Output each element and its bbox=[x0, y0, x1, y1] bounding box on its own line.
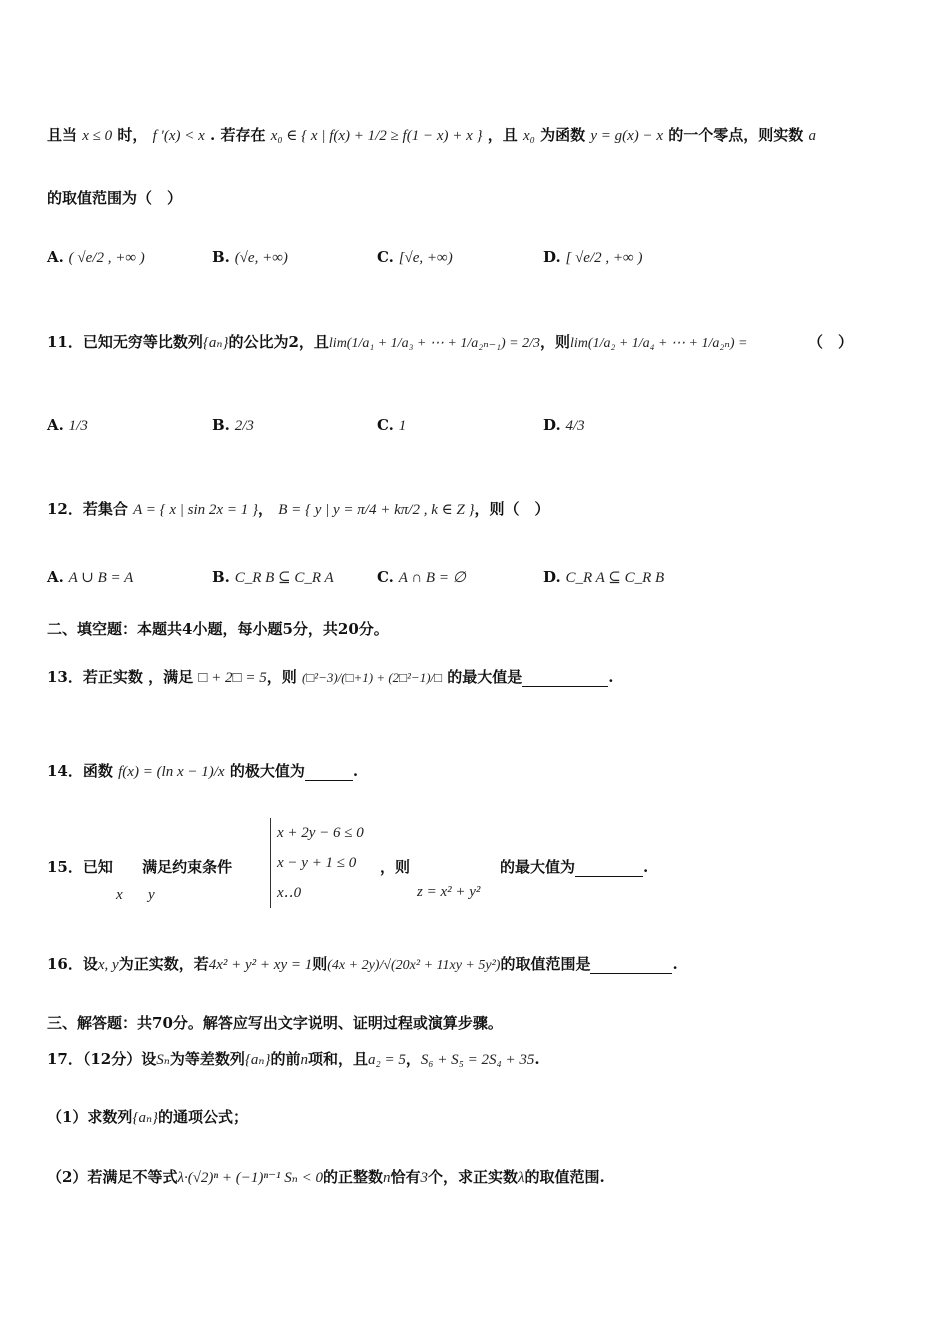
option-expression: C_R A ⊆ C_R B bbox=[565, 570, 665, 586]
q16-expression: (4x + 2y)/√(20x² + 11xy + 5y²) bbox=[327, 958, 501, 973]
q12-separator: ， bbox=[257, 500, 273, 518]
section-solution-title: 三、解答题：共70分。解答应写出文字说明、证明过程或演算步骤。 bbox=[47, 1014, 503, 1032]
q17-part2-text-c: 恰有 bbox=[390, 1168, 421, 1186]
q17-text-b: 为等差数列 bbox=[169, 1050, 245, 1068]
q13-end: . bbox=[608, 668, 614, 686]
q14-text-a: 函数 bbox=[82, 762, 113, 780]
q12-option-b bbox=[212, 568, 334, 587]
option-label: C. bbox=[377, 248, 394, 266]
q17-sn: Sₙ bbox=[156, 1052, 170, 1068]
q12-stem bbox=[47, 500, 550, 519]
q15-stem bbox=[47, 858, 232, 876]
option-label: D. bbox=[543, 248, 561, 266]
q11-text-b: 的公比为2，且 bbox=[228, 333, 329, 351]
q15-constraint-1: x + 2y − 6 ≤ 0 bbox=[277, 825, 364, 841]
q17-score: （12分） bbox=[82, 1050, 142, 1068]
option-label: D. bbox=[543, 568, 561, 586]
q14-text-b: 的极大值为 bbox=[229, 762, 305, 780]
q17-end: . bbox=[534, 1050, 540, 1068]
q10-set-expression: x₀ ∈ { x | f(x) + 1/2 ≥ f(1 − x) + x } bbox=[270, 128, 483, 144]
option-expression: ( √e/2 , +∞ ) bbox=[68, 250, 145, 266]
q11-option-a bbox=[47, 416, 88, 435]
question-number: 13． bbox=[47, 668, 83, 686]
q15-text-b: 满足约束条件 bbox=[142, 858, 233, 876]
q15-var-y: y bbox=[148, 887, 155, 903]
q17-part2-n: n bbox=[383, 1170, 391, 1186]
question-number: 11． bbox=[47, 333, 83, 351]
q16-condition: 4x² + y² + xy = 1 bbox=[208, 957, 313, 973]
q15-text-c: ，则 bbox=[380, 858, 411, 876]
q10-text-b: 时， bbox=[117, 126, 148, 144]
q17-part1-text-a: （1）求数列 bbox=[47, 1108, 133, 1126]
q12-text-a: 若集合 bbox=[82, 500, 128, 518]
q10-var-a: a bbox=[808, 128, 817, 144]
q13-text-b: ，满足 bbox=[148, 668, 194, 686]
option-label: A. bbox=[47, 416, 64, 434]
q10-cond1: x ≤ 0 bbox=[82, 128, 113, 144]
q16-text-a: 设 bbox=[82, 955, 98, 973]
option-expression: 2/3 bbox=[234, 418, 254, 434]
q15-z-expression: z = x² + y² bbox=[417, 884, 481, 900]
q17-part2 bbox=[47, 1168, 605, 1187]
q10-option-a bbox=[47, 248, 145, 267]
q12-option-a bbox=[47, 568, 133, 587]
q12-set-a: A = { x | sin 2x = 1 } bbox=[133, 502, 258, 518]
q11-text-a: 已知无穷等比数列 bbox=[82, 333, 203, 351]
option-label: B. bbox=[212, 248, 230, 266]
option-expression: [√e, +∞) bbox=[398, 250, 453, 266]
q15-end: . bbox=[643, 858, 649, 876]
option-label: D. bbox=[543, 416, 561, 434]
q11-option-c bbox=[377, 416, 406, 435]
q10-text-c: . 若存在 bbox=[210, 126, 266, 144]
option-expression: 1 bbox=[398, 418, 407, 434]
q16-text-c: 则 bbox=[312, 955, 328, 973]
q17-part1-an: {aₙ} bbox=[132, 1110, 159, 1126]
q15-tail bbox=[500, 858, 648, 877]
option-label: A. bbox=[47, 568, 64, 586]
q10-cond2: f ′(x) < x bbox=[152, 128, 205, 144]
section-fill-in-title: 二、填空题：本题共4小题，每小题5分，共20分。 bbox=[47, 620, 389, 638]
q17-part1-text-b: 的通项公式； bbox=[158, 1108, 249, 1126]
q15-constraint-system bbox=[270, 818, 364, 908]
option-label: C. bbox=[377, 568, 394, 586]
q14-answer-blank[interactable] bbox=[305, 762, 353, 781]
q10-text-a: 且当 bbox=[47, 126, 78, 144]
q17-an: {aₙ} bbox=[244, 1052, 271, 1068]
q13-stem bbox=[47, 668, 613, 687]
q15-constraint-2: x − y + 1 ≤ 0 bbox=[277, 855, 357, 871]
q17-part2-inequality: λ·(√2)ⁿ + (−1)ⁿ⁻¹ Sₙ < 0 bbox=[177, 1170, 323, 1186]
q12-set-b: B = { y | y = π/4 + kπ/2 , k ∈ Z } bbox=[278, 502, 475, 518]
q17-part2-text-e: 的取值范围. bbox=[524, 1168, 605, 1186]
option-expression: (√e, +∞) bbox=[234, 250, 288, 266]
option-label: B. bbox=[212, 568, 230, 586]
q17-stem bbox=[47, 1050, 540, 1069]
q15-text-d: 的最大值为 bbox=[500, 858, 576, 876]
q11-limit1: lim(1/a₁ + 1/a₃ + ⋯ + 1/a₂ₙ₋₁) = 2/3 bbox=[328, 336, 541, 351]
q16-text-d: 的取值范围是 bbox=[500, 955, 591, 973]
q10-line2: 的取值范围为（ ） bbox=[47, 189, 183, 207]
q14-function: f(x) = (ln x − 1)/x bbox=[118, 764, 225, 780]
q10-text-f: 的一个零点，则实数 bbox=[668, 126, 804, 144]
q13-text-d: 的最大值是 bbox=[447, 668, 523, 686]
option-expression: 4/3 bbox=[565, 418, 585, 434]
question-number: 17． bbox=[47, 1050, 83, 1068]
question-number: 12． bbox=[47, 500, 83, 518]
q12-option-c bbox=[377, 568, 466, 587]
q13-answer-blank[interactable] bbox=[522, 668, 608, 687]
q16-vars: x, y bbox=[97, 957, 119, 973]
q10-option-c bbox=[377, 248, 453, 267]
q17-part2-text-d: 个，求正实数 bbox=[428, 1168, 519, 1186]
q13-text-c: ，则 bbox=[266, 668, 297, 686]
option-expression: C_R B ⊆ C_R A bbox=[234, 570, 334, 586]
q17-comma: ， bbox=[405, 1050, 421, 1068]
q10-function: y = g(x) − x bbox=[590, 128, 664, 144]
q13-expression: (□²−3)/(□+1) + (2□²−1)/□ bbox=[302, 670, 442, 685]
q17-part1 bbox=[47, 1108, 248, 1127]
q14-end: . bbox=[352, 762, 359, 780]
q10-text-d: ，且 bbox=[487, 126, 518, 144]
q17-part2-text-b: 的正整数 bbox=[322, 1168, 383, 1186]
q11-answer-paren: （ ） bbox=[808, 333, 854, 351]
q17-n: n bbox=[300, 1052, 308, 1068]
question-number: 16． bbox=[47, 955, 83, 973]
q17-part2-three: 3 bbox=[420, 1170, 429, 1186]
option-label: A. bbox=[47, 248, 64, 266]
q12-option-d bbox=[543, 568, 664, 587]
q16-answer-blank[interactable] bbox=[590, 955, 672, 974]
q13-text-a: 若正实数 bbox=[82, 668, 143, 686]
option-expression: A ∩ B = ∅ bbox=[398, 570, 466, 586]
q11-sequence: {aₙ} bbox=[202, 335, 229, 351]
q17-a2: a₂ = 5 bbox=[367, 1052, 406, 1068]
q17-part2-text-a: （2）若满足不等式 bbox=[47, 1168, 178, 1186]
option-expression: A ∪ B = A bbox=[68, 570, 134, 586]
q17-text-a: 设 bbox=[141, 1050, 157, 1068]
q17-text-c: 的前 bbox=[270, 1050, 301, 1068]
q17-s-equation: S₆ + S₅ = 2S₄ + 35 bbox=[420, 1052, 535, 1068]
q10-line1 bbox=[47, 126, 816, 145]
q10-option-b bbox=[212, 248, 288, 267]
q15-answer-blank[interactable] bbox=[575, 858, 643, 877]
q15-constraint-3: x‥0 bbox=[277, 885, 302, 901]
q17-part2-lambda: λ bbox=[518, 1170, 525, 1186]
option-expression: 1/3 bbox=[68, 418, 88, 434]
option-label: B. bbox=[212, 416, 230, 434]
question-number: 15． bbox=[47, 858, 83, 876]
q11-limit2: lim(1/a₂ + 1/a₄ + ⋯ + 1/a₂ₙ) = bbox=[570, 336, 748, 351]
q11-text-c: ，则 bbox=[540, 333, 571, 351]
q16-end: . bbox=[672, 955, 678, 973]
q11-option-b bbox=[212, 416, 254, 435]
q14-stem bbox=[47, 762, 358, 781]
q13-condition: □ + 2□ = 5 bbox=[198, 670, 267, 686]
q10-text-e: 为函数 bbox=[540, 126, 586, 144]
q10-option-d bbox=[543, 248, 642, 267]
q17-text-d: 项和，且 bbox=[307, 1050, 368, 1068]
q10-x0: x₀ bbox=[522, 128, 535, 144]
q16-text-b: 为正实数，若 bbox=[118, 955, 209, 973]
q16-stem bbox=[47, 955, 678, 975]
q11-stem bbox=[47, 333, 747, 353]
q12-text-b: ，则（ ） bbox=[474, 500, 550, 518]
q11-option-d bbox=[543, 416, 585, 435]
q15-text-a: 已知 bbox=[82, 858, 113, 876]
option-label: C. bbox=[377, 416, 394, 434]
question-number: 14． bbox=[47, 762, 83, 780]
q15-var-x: x bbox=[116, 887, 123, 903]
option-expression: [ √e/2 , +∞ ) bbox=[565, 250, 643, 266]
